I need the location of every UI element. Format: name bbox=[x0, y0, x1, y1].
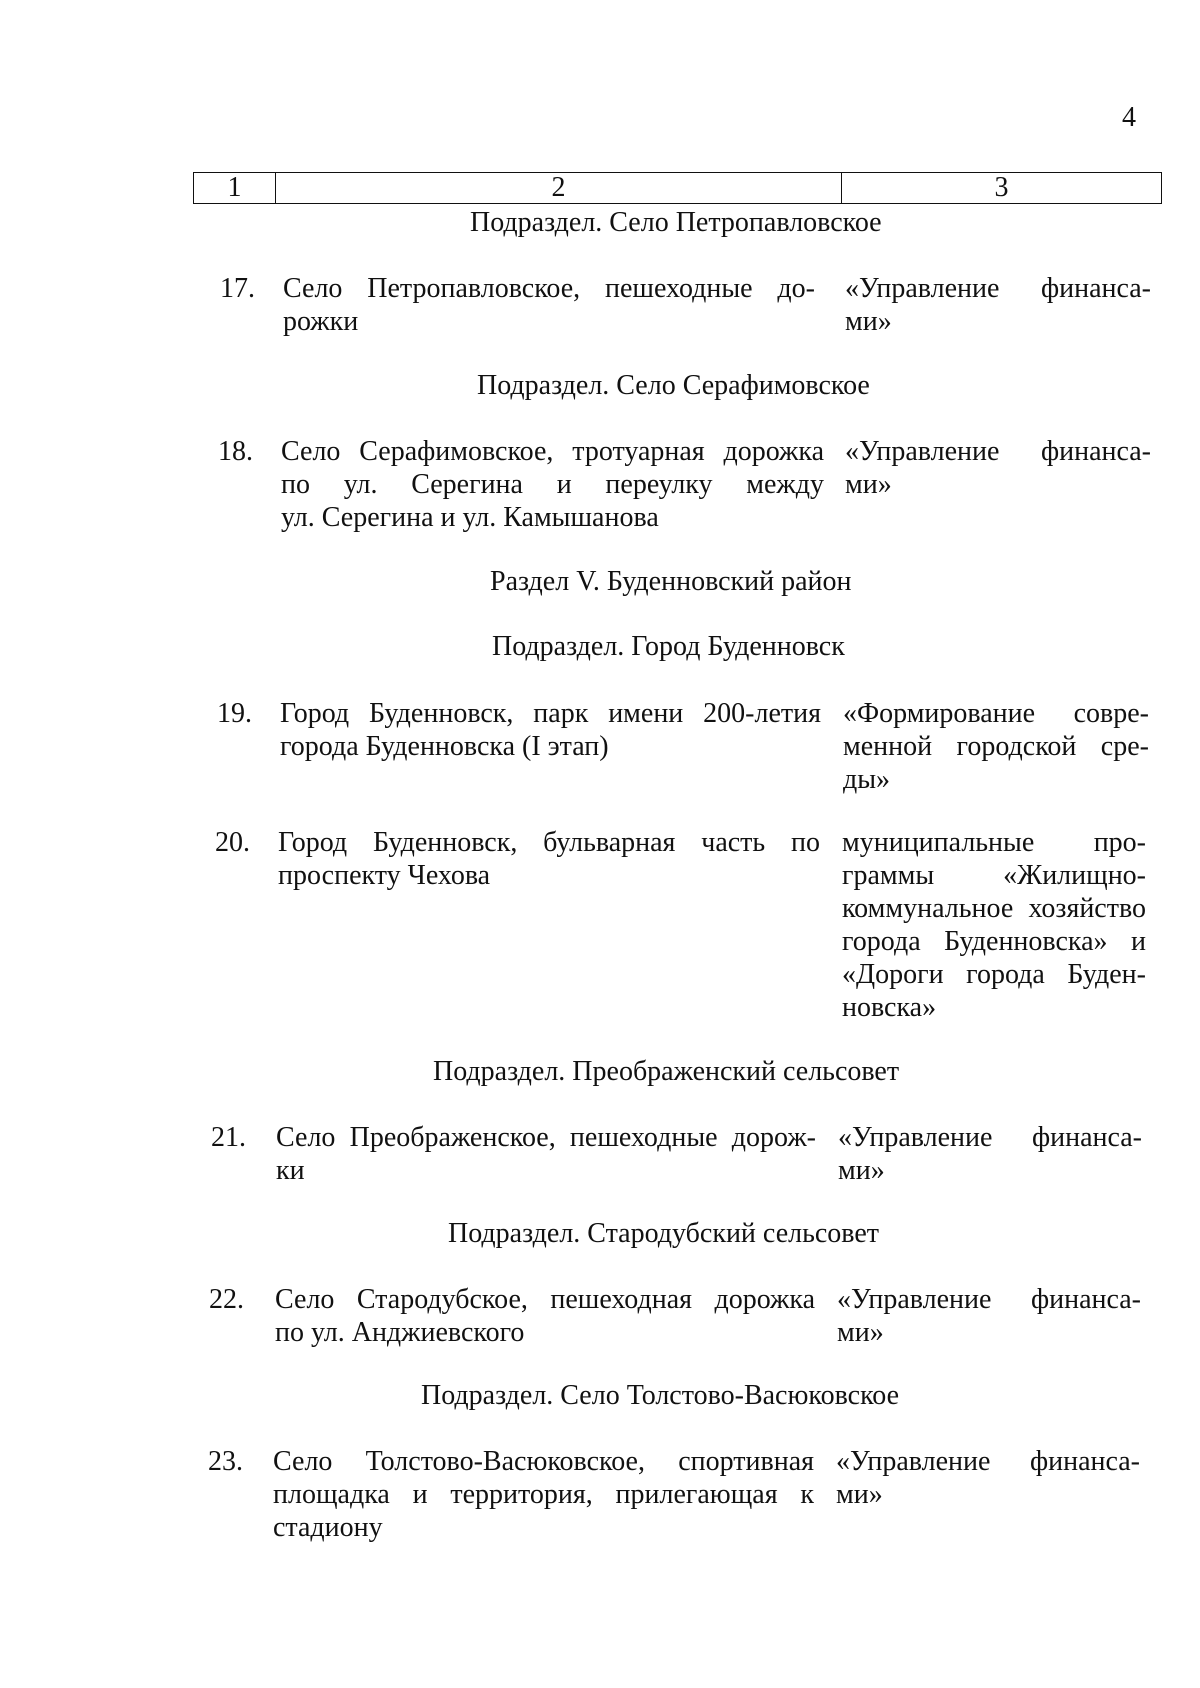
row-program: «Управление финанса- ми» bbox=[845, 273, 1151, 337]
subsection-heading-petropavlovskoe: Подраздел. Село Петропавловское bbox=[470, 207, 882, 238]
subsection-heading-budennovsk: Подраздел. Город Буденновск bbox=[492, 631, 845, 662]
header-col-1: 1 bbox=[194, 173, 276, 203]
header-col-3: 3 bbox=[994, 172, 1009, 203]
section-heading-budennovsky: Раздел V. Буденновский район bbox=[490, 566, 852, 597]
subsection-heading-starodubsky: Подраздел. Стародубский сельсовет bbox=[448, 1218, 880, 1249]
page-number: 4 bbox=[1122, 102, 1136, 133]
header-col-2: 2 bbox=[276, 173, 842, 203]
row-program: муниципальные про- граммы «Жилищно- коммунальное хозяйство города Буденновска» и «Дороги города Буден- новска» bbox=[842, 827, 1146, 1023]
row-program: «Управление финанса- ми» bbox=[837, 1284, 1141, 1348]
table-header bbox=[193, 172, 1162, 204]
row-description: Город Буденновск, бульварная часть по проспекту Чехова bbox=[278, 827, 820, 891]
row-number: 18. bbox=[218, 436, 253, 467]
row-program: «Управление финанса- ми» bbox=[836, 1446, 1140, 1510]
row-number: 20. bbox=[215, 827, 250, 858]
row-description: Село Петропавловское, пешеходные до- рожки bbox=[283, 273, 815, 337]
row-program: «Управление финанса- ми» bbox=[845, 436, 1151, 500]
row-description: Город Буденновск, парк имени 200-летия города Буденновска (I этап) bbox=[280, 698, 821, 762]
row-number: 17. bbox=[220, 273, 255, 304]
row-program: «Управление финанса- ми» bbox=[838, 1122, 1142, 1186]
row-number: 21. bbox=[211, 1122, 246, 1153]
row-number: 23. bbox=[208, 1446, 243, 1477]
row-description: Село Стародубское, пешеходная дорожка по ул. Анджиевского bbox=[275, 1284, 815, 1348]
subsection-heading-preobrazhensky: Подраздел. Преображенский сельсовет bbox=[433, 1056, 900, 1087]
row-program: «Формирование совре- менной городской сре- ды» bbox=[843, 698, 1149, 795]
row-number: 22. bbox=[209, 1284, 244, 1315]
row-number: 19. bbox=[217, 698, 252, 729]
row-description: Село Серафимовское, тротуарная дорожка по ул. Серегина и переулку между ул. Серегина и ул. Камышанова bbox=[281, 436, 824, 533]
subsection-heading-serafimovskoe: Подраздел. Село Серафимовское bbox=[477, 370, 870, 401]
row-description: Село Толстово-Васюковское, спортивная площадка и территория, прилегающая к стадиону bbox=[273, 1446, 814, 1543]
subsection-heading-tolstovo-vasyukovskoe: Подраздел. Село Толстово-Васюковское bbox=[421, 1380, 900, 1411]
row-description: Село Преображенское, пешеходные дорож- ки bbox=[276, 1122, 816, 1186]
